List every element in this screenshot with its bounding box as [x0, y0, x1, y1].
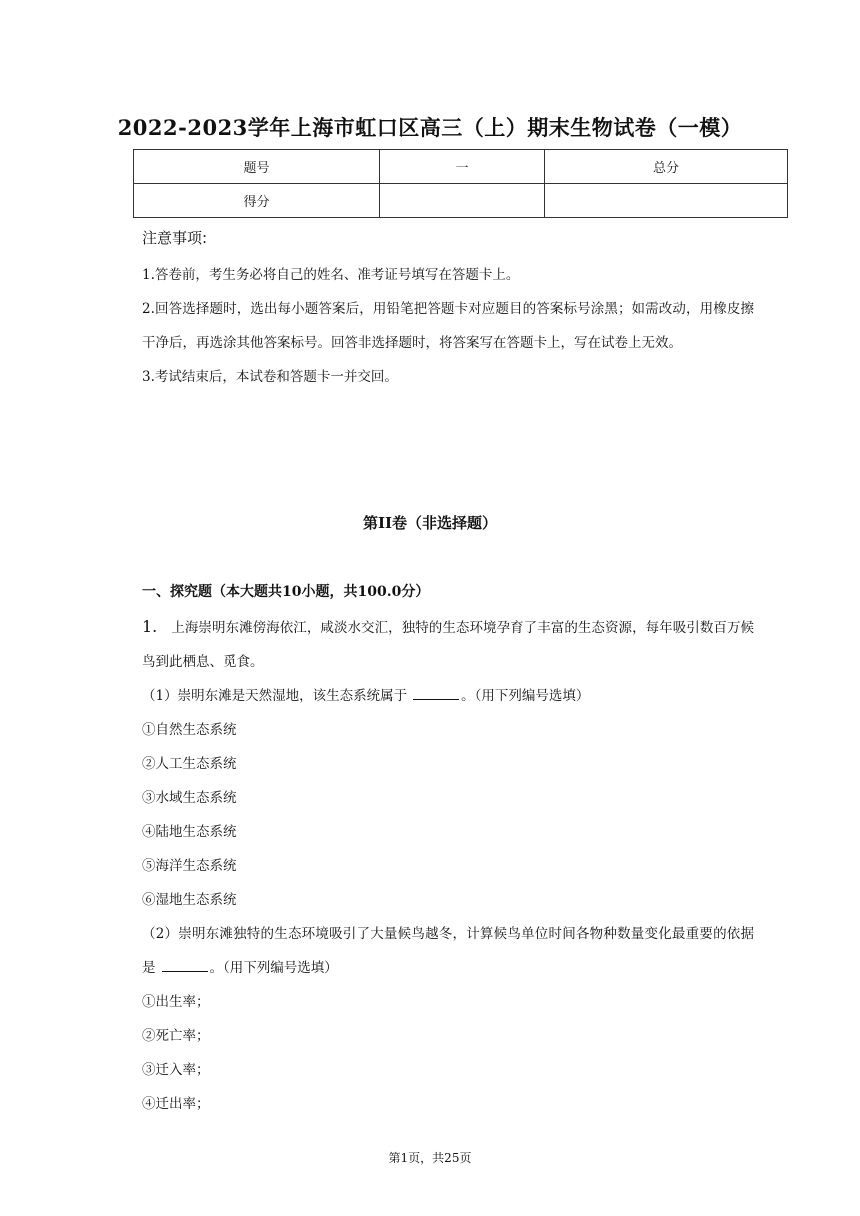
option: ③迁入率；: [142, 1062, 210, 1078]
option: ④陆地生态系统: [142, 824, 237, 840]
option: ①出生率；: [142, 994, 210, 1010]
option: ③水域生态系统: [142, 790, 237, 806]
option: ②人工生态系统: [142, 756, 237, 772]
sub-question-hint: 。（用下列编号选填）: [461, 688, 590, 704]
table-cell: [380, 184, 545, 218]
table-row: [134, 150, 788, 184]
notice-item: 1.答卷前，考生务必将自己的姓名、准考证号填写在答题卡上。: [142, 267, 520, 283]
page-title: 2022-2023学年上海市虹口区高三（上）期末生物试卷（一模）: [117, 115, 743, 140]
notice-item: 3.考试结束后，本试卷和答题卡一并交回。: [142, 369, 398, 385]
table-cell: [545, 184, 788, 218]
question-stem: 上海崇明东滩傍海依江，咸淡水交汇，独特的生态环境孕育了丰富的生态资源，每年吸引数百万候鸟到此栖息、觅食。: [142, 620, 754, 670]
sub-question-1: [142, 679, 754, 713]
part-heading: 一、探究题（本大题共10小题，共100.0分）: [142, 584, 430, 600]
notice-heading: 注意事项:: [142, 229, 208, 247]
answer-blank: [413, 685, 459, 700]
notice-item: 2.回答选择题时，选出每小题答案后，用铅笔把答题卡对应题目的答案标号涂黑；如需改动，用橡皮擦干净后，再选涂其他答案标号。回答非选择题时，将答案写在答题卡上，写在试卷上无效。: [142, 301, 754, 351]
sub-question-2: [142, 917, 754, 985]
answer-blank: [162, 957, 208, 972]
section-title: 第II卷（非选择题）: [362, 514, 498, 532]
question-stem-line: [142, 610, 754, 679]
table-cell: 得分: [134, 184, 380, 218]
table-row: [134, 184, 788, 218]
table-cell: 总分: [545, 150, 788, 184]
option: ⑤海洋生态系统: [142, 858, 237, 874]
sub-question-text: （1）崇明东滩是天然湿地，该生态系统属于: [142, 688, 408, 704]
page-footer: 第1页，共25页: [388, 1151, 472, 1165]
option: ④迁出率；: [142, 1096, 210, 1112]
option: ⑥湿地生态系统: [142, 892, 237, 908]
table-cell: 一: [380, 150, 545, 184]
sub-question-text: （2）崇明东滩独特的生态环境吸引了大量候鸟越冬，计算候鸟单位时间各物种数量变化最重要的依据是: [142, 926, 754, 976]
option: ①自然生态系统: [142, 722, 237, 738]
table-cell: 题号: [134, 150, 380, 184]
sub-question-hint: 。（用下列编号选填）: [209, 960, 338, 976]
question-block: [142, 610, 754, 1121]
option: ②死亡率；: [142, 1028, 210, 1044]
notice-list: [142, 258, 754, 394]
question-number: 1.: [142, 617, 158, 636]
score-table: [133, 149, 788, 218]
